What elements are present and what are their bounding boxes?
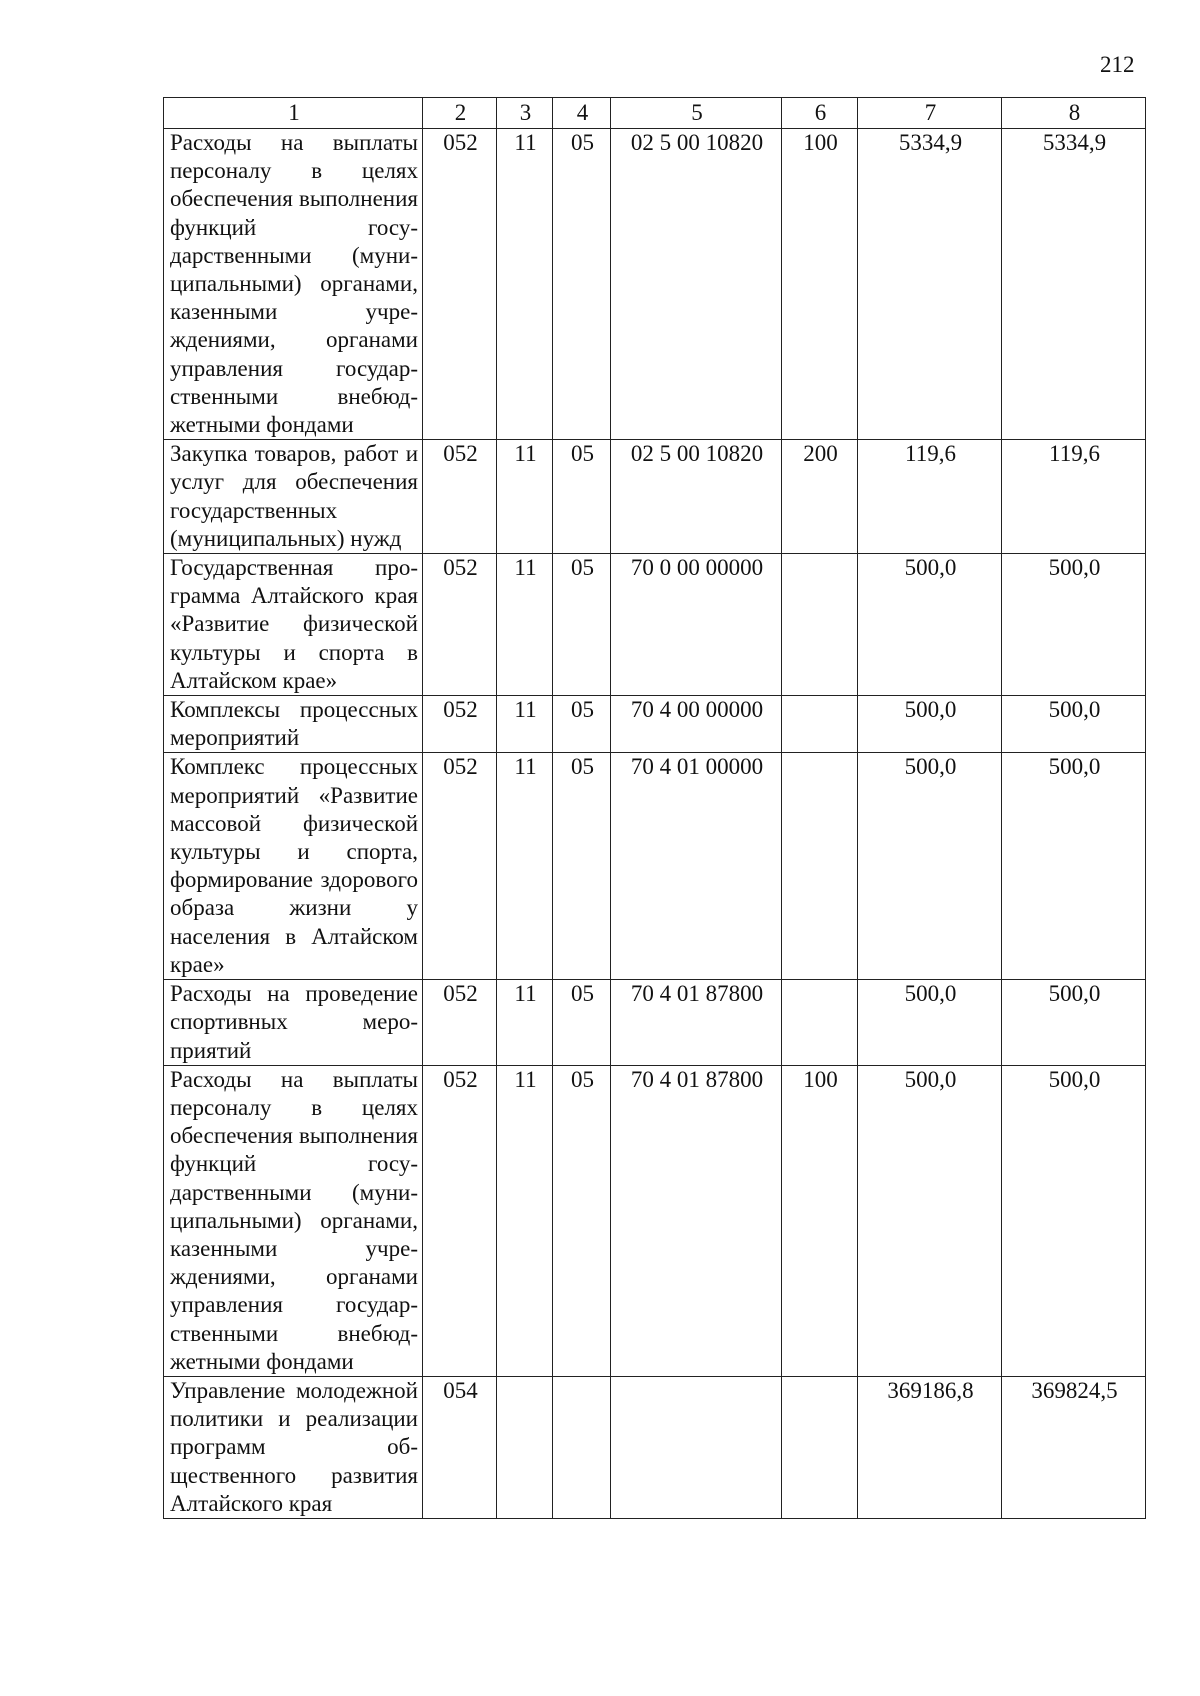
- page-number: 212: [1100, 52, 1135, 77]
- amount-col8: 119,6: [1002, 440, 1146, 554]
- expense-type-code: [782, 753, 858, 980]
- target-article-code: 70 4 00 00000: [611, 696, 782, 753]
- amount-col7: 500,0: [858, 696, 1002, 753]
- section-code: 11: [497, 1065, 553, 1376]
- row-name-text: Расходы на выплаты персоналу в целях обеспечения выполнения функций государственными (муниципальными) органами, казенными учреждениями, органами управления государственными внебюджетными фондами: [170, 130, 418, 438]
- section-code: [497, 1376, 553, 1518]
- table-row: [164, 1065, 1146, 1376]
- expense-type-code: 100: [782, 1065, 858, 1376]
- subsection-code: 05: [553, 696, 611, 753]
- subsection-code: 05: [553, 440, 611, 554]
- amount-col8: 500,0: [1002, 980, 1146, 1066]
- section-code: 11: [497, 554, 553, 696]
- table-row: [164, 1376, 1146, 1518]
- row-name: [164, 440, 423, 554]
- department-code: 054: [423, 1376, 497, 1518]
- amount-col7: 500,0: [858, 753, 1002, 980]
- amount-col7: 119,6: [858, 440, 1002, 554]
- department-code: 052: [423, 753, 497, 980]
- table-row: [164, 440, 1146, 554]
- subsection-code: 05: [553, 1065, 611, 1376]
- department-code: 052: [423, 696, 497, 753]
- amount-col8: 500,0: [1002, 554, 1146, 696]
- row-name: [164, 554, 423, 696]
- section-code: 11: [497, 129, 553, 440]
- target-article-code: 70 4 01 87800: [611, 1065, 782, 1376]
- expense-type-code: [782, 554, 858, 696]
- amount-col8: 369824,5: [1002, 1376, 1146, 1518]
- row-name-text: Комплекс процессных мероприятий «Развитие массовой физической культуры и спорта, формирование здорового образа жизни у населения в Алтайском крае»: [170, 754, 418, 977]
- row-name: [164, 129, 423, 440]
- column-header: 6: [782, 98, 858, 129]
- amount-col8: 500,0: [1002, 1065, 1146, 1376]
- amount-col7: 500,0: [858, 554, 1002, 696]
- row-name-text: Расходы на выплаты персоналу в целях обеспечения выполнения функций государственными (муниципальными) органами, казенными учреждениями, органами управления государственными внебюджетными фондами: [170, 1066, 418, 1374]
- amount-col7: 500,0: [858, 1065, 1002, 1376]
- expense-type-code: [782, 980, 858, 1066]
- row-name-text: Комплексы процессных мероприятий: [170, 697, 418, 751]
- department-code: 052: [423, 980, 497, 1066]
- column-header: 8: [1002, 98, 1146, 129]
- row-name: [164, 1065, 423, 1376]
- table-row: [164, 980, 1146, 1066]
- subsection-code: 05: [553, 753, 611, 980]
- table-row: [164, 554, 1146, 696]
- row-name: [164, 753, 423, 980]
- expense-type-code: 200: [782, 440, 858, 554]
- table-row: [164, 753, 1146, 980]
- column-header: 1: [164, 98, 423, 129]
- target-article-code: 70 4 01 00000: [611, 753, 782, 980]
- amount-col7: 369186,8: [858, 1376, 1002, 1518]
- subsection-code: 05: [553, 554, 611, 696]
- column-header: 4: [553, 98, 611, 129]
- subsection-code: [553, 1376, 611, 1518]
- amount-col8: 500,0: [1002, 696, 1146, 753]
- target-article-code: [611, 1376, 782, 1518]
- department-code: 052: [423, 554, 497, 696]
- department-code: 052: [423, 1065, 497, 1376]
- table-row: [164, 696, 1146, 753]
- section-code: 11: [497, 753, 553, 980]
- column-header: 7: [858, 98, 1002, 129]
- amount-col7: 500,0: [858, 980, 1002, 1066]
- expense-type-code: 100: [782, 129, 858, 440]
- target-article-code: 70 0 00 00000: [611, 554, 782, 696]
- section-code: 11: [497, 440, 553, 554]
- column-header: 3: [497, 98, 553, 129]
- row-name-text: Закупка товаров, работ и услуг для обеспечения государственных (муниципальных) нужд: [170, 441, 418, 551]
- row-name-text: Управление молодежной политики и реализации программ общественного развития Алтайского края: [170, 1377, 418, 1516]
- table-row: [164, 129, 1146, 440]
- target-article-code: 02 5 00 10820: [611, 440, 782, 554]
- subsection-code: 05: [553, 129, 611, 440]
- column-header: 2: [423, 98, 497, 129]
- row-name-text: Государственная программа Алтайского края «Развитие физической культуры и спорта в Алтайском крае»: [170, 555, 418, 693]
- amount-col7: 5334,9: [858, 129, 1002, 440]
- column-header: 5: [611, 98, 782, 129]
- expense-type-code: [782, 1376, 858, 1518]
- target-article-code: 70 4 01 87800: [611, 980, 782, 1066]
- expense-type-code: [782, 696, 858, 753]
- department-code: 052: [423, 129, 497, 440]
- department-code: 052: [423, 440, 497, 554]
- row-name: [164, 980, 423, 1066]
- row-name: [164, 696, 423, 753]
- row-name-text: Расходы на проведение спортивных мероприятий: [170, 981, 418, 1063]
- target-article-code: 02 5 00 10820: [611, 129, 782, 440]
- section-code: 11: [497, 696, 553, 753]
- amount-col8: 5334,9: [1002, 129, 1146, 440]
- table-header-row: [164, 98, 1146, 129]
- amount-col8: 500,0: [1002, 753, 1146, 980]
- budget-table: [163, 97, 1146, 1519]
- subsection-code: 05: [553, 980, 611, 1066]
- row-name: [164, 1376, 423, 1518]
- section-code: 11: [497, 980, 553, 1066]
